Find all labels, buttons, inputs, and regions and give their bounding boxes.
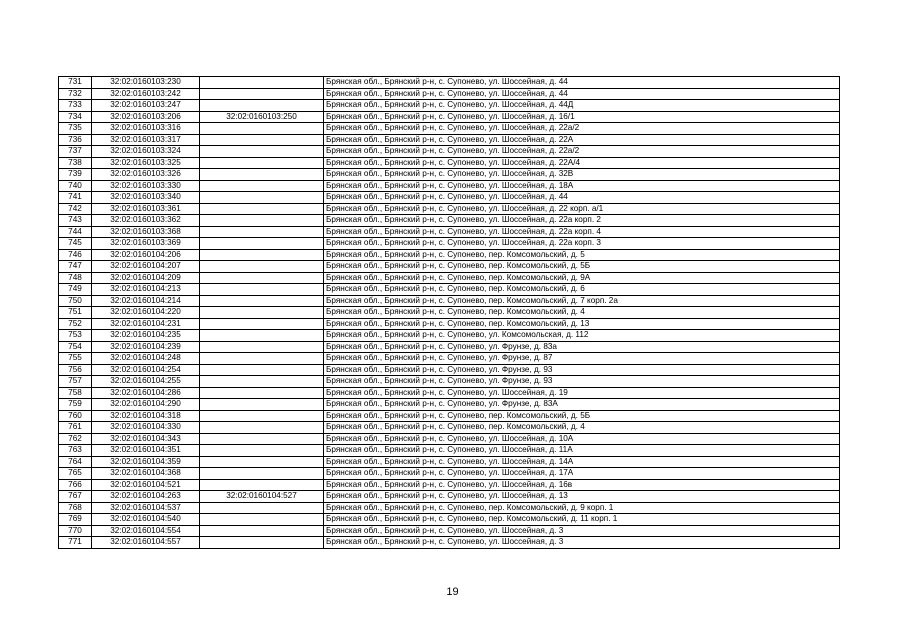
row-number-cell: 753 bbox=[59, 330, 92, 342]
table-row bbox=[59, 376, 840, 388]
row-number-cell: 737 bbox=[59, 146, 92, 158]
row-number-cell: 742 bbox=[59, 203, 92, 215]
address-cell: Брянская обл., Брянский р-н, с. Супонево, пер. Комсомольский, д. 5 bbox=[324, 249, 840, 261]
cadastral-number-cell: 32:02:0160104:254 bbox=[92, 364, 200, 376]
row-number-cell: 766 bbox=[59, 479, 92, 491]
cadastral-number-cell: 32:02:0160103:362 bbox=[92, 215, 200, 227]
cadastral-number-cell: 32:02:0160103:324 bbox=[92, 146, 200, 158]
row-number-cell: 754 bbox=[59, 341, 92, 353]
address-cell: Брянская обл., Брянский р-н, с. Супонево, ул. Шоссейная, д. 22А/4 bbox=[324, 157, 840, 169]
row-number-cell: 752 bbox=[59, 318, 92, 330]
table-row bbox=[59, 537, 840, 549]
row-number-cell: 731 bbox=[59, 77, 92, 89]
row-number-cell: 743 bbox=[59, 215, 92, 227]
row-number-cell: 741 bbox=[59, 192, 92, 204]
cadastral-number-cell: 32:02:0160104:239 bbox=[92, 341, 200, 353]
table-row bbox=[59, 479, 840, 491]
table-row bbox=[59, 134, 840, 146]
address-cell: Брянская обл., Брянский р-н, с. Супонево, ул. Шоссейная, д. 22А bbox=[324, 134, 840, 146]
parent-cadastral-number-cell bbox=[200, 88, 324, 100]
parent-cadastral-number-cell bbox=[200, 134, 324, 146]
address-cell: Брянская обл., Брянский р-н, с. Супонево, пер. Комсомольский, д. 13 bbox=[324, 318, 840, 330]
cadastral-number-cell: 32:02:0160103:316 bbox=[92, 123, 200, 135]
address-cell: Брянская обл., Брянский р-н, с. Супонево, ул. Шоссейная, д. 22а корп. 2 bbox=[324, 215, 840, 227]
table-row bbox=[59, 284, 840, 296]
cadastral-number-cell: 32:02:0160104:343 bbox=[92, 433, 200, 445]
parent-cadastral-number-cell bbox=[200, 146, 324, 158]
row-number-cell: 758 bbox=[59, 387, 92, 399]
cadastral-number-cell: 32:02:0160104:537 bbox=[92, 502, 200, 514]
parent-cadastral-number-cell bbox=[200, 468, 324, 480]
address-cell: Брянская обл., Брянский р-н, с. Супонево, пер. Комсомольский, д. 4 bbox=[324, 422, 840, 434]
row-number-cell: 768 bbox=[59, 502, 92, 514]
parent-cadastral-number-cell bbox=[200, 318, 324, 330]
table-row bbox=[59, 341, 840, 353]
cadastral-number-cell: 32:02:0160104:235 bbox=[92, 330, 200, 342]
parent-cadastral-number-cell bbox=[200, 100, 324, 112]
address-cell: Брянская обл., Брянский р-н, с. Супонево, ул. Шоссейная, д. 22а корп. 4 bbox=[324, 226, 840, 238]
cadastral-number-cell: 32:02:0160104:359 bbox=[92, 456, 200, 468]
parent-cadastral-number-cell bbox=[200, 169, 324, 181]
row-number-cell: 745 bbox=[59, 238, 92, 250]
parent-cadastral-number-cell: 32:02:0160104:527 bbox=[200, 491, 324, 503]
row-number-cell: 764 bbox=[59, 456, 92, 468]
row-number-cell: 732 bbox=[59, 88, 92, 100]
cadastral-number-cell: 32:02:0160104:213 bbox=[92, 284, 200, 296]
row-number-cell: 740 bbox=[59, 180, 92, 192]
address-cell: Брянская обл., Брянский р-н, с. Супонево, пер. Комсомольский, д. 5Б bbox=[324, 410, 840, 422]
parent-cadastral-number-cell bbox=[200, 226, 324, 238]
parent-cadastral-number-cell bbox=[200, 514, 324, 526]
address-cell: Брянская обл., Брянский р-н, с. Супонево, ул. Шоссейная, д. 44 bbox=[324, 77, 840, 89]
cadastral-number-cell: 32:02:0160104:521 bbox=[92, 479, 200, 491]
address-cell: Брянская обл., Брянский р-н, с. Супонево, ул. Шоссейная, д. 16/1 bbox=[324, 111, 840, 123]
parent-cadastral-number-cell bbox=[200, 525, 324, 537]
cadastral-number-cell: 32:02:0160104:368 bbox=[92, 468, 200, 480]
parent-cadastral-number-cell bbox=[200, 272, 324, 284]
table-row bbox=[59, 88, 840, 100]
address-cell: Брянская обл., Брянский р-н, с. Супонево, ул. Шоссейная, д. 32В bbox=[324, 169, 840, 181]
address-cell: Брянская обл., Брянский р-н, с. Супонево, ул. Шоссейная, д. 11А bbox=[324, 445, 840, 457]
address-cell: Брянская обл., Брянский р-н, с. Супонево, пер. Комсомольский, д. 9 корп. 1 bbox=[324, 502, 840, 514]
cadastral-number-cell: 32:02:0160103:247 bbox=[92, 100, 200, 112]
row-number-cell: 757 bbox=[59, 376, 92, 388]
address-cell: Брянская обл., Брянский р-н, с. Супонево, ул. Шоссейная, д. 18А bbox=[324, 180, 840, 192]
row-number-cell: 767 bbox=[59, 491, 92, 503]
table-row bbox=[59, 330, 840, 342]
parent-cadastral-number-cell bbox=[200, 387, 324, 399]
address-cell: Брянская обл., Брянский р-н, с. Супонево, ул. Шоссейная, д. 17А bbox=[324, 468, 840, 480]
parent-cadastral-number-cell bbox=[200, 215, 324, 227]
row-number-cell: 734 bbox=[59, 111, 92, 123]
table-row bbox=[59, 387, 840, 399]
cadastral-number-cell: 32:02:0160104:318 bbox=[92, 410, 200, 422]
parent-cadastral-number-cell bbox=[200, 77, 324, 89]
row-number-cell: 739 bbox=[59, 169, 92, 181]
cadastral-number-cell: 32:02:0160103:325 bbox=[92, 157, 200, 169]
cadastral-number-cell: 32:02:0160104:540 bbox=[92, 514, 200, 526]
parent-cadastral-number-cell bbox=[200, 330, 324, 342]
parent-cadastral-number-cell bbox=[200, 203, 324, 215]
address-cell: Брянская обл., Брянский р-н, с. Супонево, ул. Шоссейная, д. 16в bbox=[324, 479, 840, 491]
table-row bbox=[59, 525, 840, 537]
table-row bbox=[59, 111, 840, 123]
row-number-cell: 747 bbox=[59, 261, 92, 273]
cadastral-number-cell: 32:02:0160104:351 bbox=[92, 445, 200, 457]
address-cell: Брянская обл., Брянский р-н, с. Супонево, ул. Шоссейная, д. 44Д bbox=[324, 100, 840, 112]
parent-cadastral-number-cell bbox=[200, 433, 324, 445]
address-cell: Брянская обл., Брянский р-н, с. Супонево, ул. Шоссейная, д. 44 bbox=[324, 192, 840, 204]
cadastral-number-cell: 32:02:0160104:286 bbox=[92, 387, 200, 399]
cadastral-number-cell: 32:02:0160103:369 bbox=[92, 238, 200, 250]
row-number-cell: 769 bbox=[59, 514, 92, 526]
cadastral-number-cell: 32:02:0160104:207 bbox=[92, 261, 200, 273]
table-row bbox=[59, 445, 840, 457]
parent-cadastral-number-cell bbox=[200, 192, 324, 204]
parent-cadastral-number-cell bbox=[200, 456, 324, 468]
parent-cadastral-number-cell bbox=[200, 238, 324, 250]
parent-cadastral-number-cell bbox=[200, 157, 324, 169]
cadastral-number-cell: 32:02:0160103:206 bbox=[92, 111, 200, 123]
address-cell: Брянская обл., Брянский р-н, с. Супонево, пер. Комсомольский, д. 6 bbox=[324, 284, 840, 296]
row-number-cell: 751 bbox=[59, 307, 92, 319]
parent-cadastral-number-cell bbox=[200, 353, 324, 365]
address-cell: Брянская обл., Брянский р-н, с. Супонево, ул. Шоссейная, д. 14А bbox=[324, 456, 840, 468]
cadastral-number-cell: 32:02:0160104:231 bbox=[92, 318, 200, 330]
cadastral-number-cell: 32:02:0160104:214 bbox=[92, 295, 200, 307]
address-cell: Брянская обл., Брянский р-н, с. Супонево, ул. Шоссейная, д. 22а корп. 3 bbox=[324, 238, 840, 250]
table-row bbox=[59, 295, 840, 307]
address-cell: Брянская обл., Брянский р-н, с. Супонево, ул. Шоссейная, д. 22а/2 bbox=[324, 123, 840, 135]
table-row bbox=[59, 192, 840, 204]
address-cell: Брянская обл., Брянский р-н, с. Супонево, ул. Фрунзе, д. 93 bbox=[324, 376, 840, 388]
cadastral-number-cell: 32:02:0160104:290 bbox=[92, 399, 200, 411]
table-row bbox=[59, 215, 840, 227]
cadastral-number-cell: 32:02:0160104:209 bbox=[92, 272, 200, 284]
address-cell: Брянская обл., Брянский р-н, с. Супонево, ул. Шоссейная, д. 3 bbox=[324, 537, 840, 549]
table-row bbox=[59, 77, 840, 89]
row-number-cell: 738 bbox=[59, 157, 92, 169]
parent-cadastral-number-cell bbox=[200, 180, 324, 192]
row-number-cell: 733 bbox=[59, 100, 92, 112]
table-row bbox=[59, 410, 840, 422]
row-number-cell: 750 bbox=[59, 295, 92, 307]
cadastral-number-cell: 32:02:0160103:368 bbox=[92, 226, 200, 238]
address-cell: Брянская обл., Брянский р-н, с. Супонево, ул. Шоссейная, д. 22а/2 bbox=[324, 146, 840, 158]
address-cell: Брянская обл., Брянский р-н, с. Супонево, ул. Фрунзе, д. 83А bbox=[324, 399, 840, 411]
cadastral-number-cell: 32:02:0160104:220 bbox=[92, 307, 200, 319]
table-row bbox=[59, 364, 840, 376]
page-number: 19 bbox=[446, 586, 459, 598]
row-number-cell: 770 bbox=[59, 525, 92, 537]
address-cell: Брянская обл., Брянский р-н, с. Супонево, ул. Комсомольская, д. 112 bbox=[324, 330, 840, 342]
cadastral-number-cell: 32:02:0160103:230 bbox=[92, 77, 200, 89]
address-cell: Брянская обл., Брянский р-н, с. Супонево, ул. Шоссейная, д. 3 bbox=[324, 525, 840, 537]
parent-cadastral-number-cell bbox=[200, 537, 324, 549]
address-cell: Брянская обл., Брянский р-н, с. Супонево, пер. Комсомольский, д. 4 bbox=[324, 307, 840, 319]
address-cell: Брянская обл., Брянский р-н, с. Супонево, пер. Комсомольский, д. 5Б bbox=[324, 261, 840, 273]
cadastral-number-cell: 32:02:0160104:554 bbox=[92, 525, 200, 537]
cadastral-number-cell: 32:02:0160103:330 bbox=[92, 180, 200, 192]
parent-cadastral-number-cell bbox=[200, 445, 324, 457]
row-number-cell: 771 bbox=[59, 537, 92, 549]
cadastral-number-cell: 32:02:0160103:317 bbox=[92, 134, 200, 146]
address-cell: Брянская обл., Брянский р-н, с. Супонево, пер. Комсомольский, д. 7 корп. 2а bbox=[324, 295, 840, 307]
table-row bbox=[59, 146, 840, 158]
table-row bbox=[59, 502, 840, 514]
cadastral-number-cell: 32:02:0160103:242 bbox=[92, 88, 200, 100]
row-number-cell: 762 bbox=[59, 433, 92, 445]
address-cell: Брянская обл., Брянский р-н, с. Супонево, ул. Шоссейная, д. 22 корп. а/1 bbox=[324, 203, 840, 215]
table-row bbox=[59, 203, 840, 215]
row-number-cell: 755 bbox=[59, 353, 92, 365]
table-row bbox=[59, 491, 840, 503]
parent-cadastral-number-cell bbox=[200, 341, 324, 353]
cadastral-number-cell: 32:02:0160104:248 bbox=[92, 353, 200, 365]
table-row bbox=[59, 261, 840, 273]
cadastral-number-cell: 32:02:0160104:330 bbox=[92, 422, 200, 434]
table-row bbox=[59, 456, 840, 468]
table-row bbox=[59, 123, 840, 135]
parent-cadastral-number-cell bbox=[200, 284, 324, 296]
parent-cadastral-number-cell bbox=[200, 364, 324, 376]
cadastral-number-cell: 32:02:0160103:326 bbox=[92, 169, 200, 181]
table-row bbox=[59, 399, 840, 411]
cadastral-number-cell: 32:02:0160104:206 bbox=[92, 249, 200, 261]
row-number-cell: 736 bbox=[59, 134, 92, 146]
row-number-cell: 735 bbox=[59, 123, 92, 135]
parent-cadastral-number-cell bbox=[200, 479, 324, 491]
address-cell: Брянская обл., Брянский р-н, с. Супонево, пер. Комсомольский, д. 11 корп. 1 bbox=[324, 514, 840, 526]
registry-table-body bbox=[59, 77, 840, 549]
table-row bbox=[59, 169, 840, 181]
cadastral-number-cell: 32:02:0160104:557 bbox=[92, 537, 200, 549]
address-cell: Брянская обл., Брянский р-н, с. Супонево, ул. Шоссейная, д. 10А bbox=[324, 433, 840, 445]
address-cell: Брянская обл., Брянский р-н, с. Супонево, ул. Шоссейная, д. 44 bbox=[324, 88, 840, 100]
row-number-cell: 765 bbox=[59, 468, 92, 480]
row-number-cell: 759 bbox=[59, 399, 92, 411]
parent-cadastral-number-cell bbox=[200, 295, 324, 307]
cadastral-number-cell: 32:02:0160103:361 bbox=[92, 203, 200, 215]
table-row bbox=[59, 180, 840, 192]
table-row bbox=[59, 514, 840, 526]
address-cell: Брянская обл., Брянский р-н, с. Супонево, пер. Комсомольский, д. 9А bbox=[324, 272, 840, 284]
table-row bbox=[59, 249, 840, 261]
cadastral-number-cell: 32:02:0160104:263 bbox=[92, 491, 200, 503]
parent-cadastral-number-cell bbox=[200, 307, 324, 319]
table-row bbox=[59, 307, 840, 319]
address-cell: Брянская обл., Брянский р-н, с. Супонево, ул. Фрунзе, д. 93 bbox=[324, 364, 840, 376]
cadastral-registry-table bbox=[58, 76, 840, 549]
row-number-cell: 760 bbox=[59, 410, 92, 422]
table-row bbox=[59, 318, 840, 330]
table-row bbox=[59, 468, 840, 480]
table-row bbox=[59, 272, 840, 284]
row-number-cell: 763 bbox=[59, 445, 92, 457]
row-number-cell: 749 bbox=[59, 284, 92, 296]
table-row bbox=[59, 433, 840, 445]
address-cell: Брянская обл., Брянский р-н, с. Супонево, ул. Шоссейная, д. 19 bbox=[324, 387, 840, 399]
row-number-cell: 744 bbox=[59, 226, 92, 238]
parent-cadastral-number-cell bbox=[200, 123, 324, 135]
parent-cadastral-number-cell bbox=[200, 376, 324, 388]
table-row bbox=[59, 238, 840, 250]
parent-cadastral-number-cell bbox=[200, 249, 324, 261]
cadastral-number-cell: 32:02:0160104:255 bbox=[92, 376, 200, 388]
table-row bbox=[59, 157, 840, 169]
parent-cadastral-number-cell: 32:02:0160103:250 bbox=[200, 111, 324, 123]
address-cell: Брянская обл., Брянский р-н, с. Супонево, ул. Фрунзе, д. 83а bbox=[324, 341, 840, 353]
table-row bbox=[59, 100, 840, 112]
address-cell: Брянская обл., Брянский р-н, с. Супонево, ул. Фрунзе, д. 87 bbox=[324, 353, 840, 365]
parent-cadastral-number-cell bbox=[200, 422, 324, 434]
row-number-cell: 761 bbox=[59, 422, 92, 434]
row-number-cell: 748 bbox=[59, 272, 92, 284]
table-row bbox=[59, 353, 840, 365]
table-row bbox=[59, 422, 840, 434]
parent-cadastral-number-cell bbox=[200, 261, 324, 273]
row-number-cell: 756 bbox=[59, 364, 92, 376]
cadastral-number-cell: 32:02:0160103:340 bbox=[92, 192, 200, 204]
table-row bbox=[59, 226, 840, 238]
parent-cadastral-number-cell bbox=[200, 399, 324, 411]
parent-cadastral-number-cell bbox=[200, 502, 324, 514]
row-number-cell: 746 bbox=[59, 249, 92, 261]
parent-cadastral-number-cell bbox=[200, 410, 324, 422]
address-cell: Брянская обл., Брянский р-н, с. Супонево, ул. Шоссейная, д. 13 bbox=[324, 491, 840, 503]
